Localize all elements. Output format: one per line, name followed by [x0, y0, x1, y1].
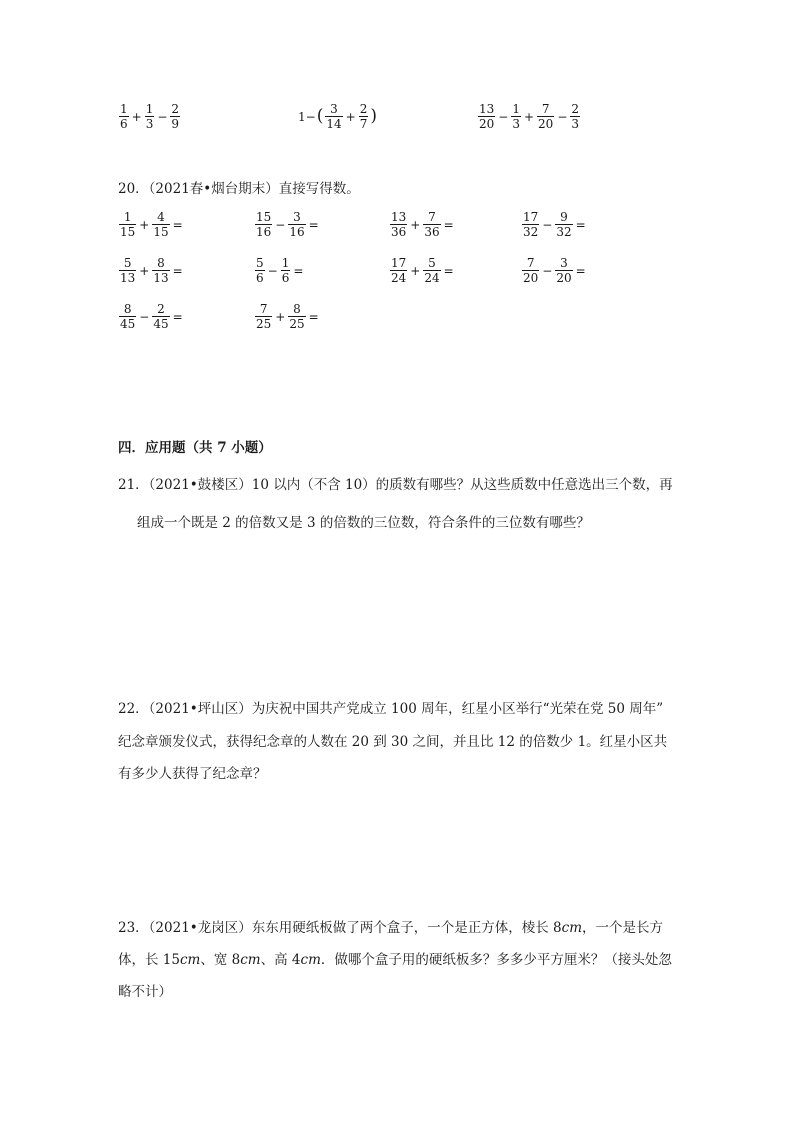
equals-sign: = — [443, 217, 454, 232]
fraction: $\frac{13}{20}$ — [479, 102, 495, 131]
operator: + — [410, 263, 421, 278]
fraction: $\frac{1}{3}$ — [145, 102, 154, 131]
left-paren: ( — [316, 106, 324, 126]
operator: + — [345, 109, 356, 124]
fraction: $\frac{2}{3}$ — [571, 102, 580, 131]
operator: − — [542, 263, 553, 278]
fraction: $\frac{7}{20}$ — [523, 256, 539, 285]
q20-exercise — [254, 303, 321, 330]
fraction: $\frac{1}{6}$ — [281, 256, 290, 285]
operator: + — [523, 109, 535, 124]
fraction: $\frac{1}{3}$ — [512, 102, 520, 131]
equals-sign: = — [443, 263, 454, 278]
operator: − — [557, 109, 568, 124]
fraction: $\frac{2}{45}$ — [153, 302, 169, 331]
fraction: $\frac{3}{14}$ — [326, 102, 342, 131]
fraction: $\frac{8}{45}$ — [120, 302, 136, 331]
fraction: $\frac{5}{24}$ — [424, 256, 440, 285]
expression-1 — [118, 103, 181, 130]
operator: + — [275, 309, 286, 324]
right-paren: ) — [370, 106, 377, 126]
fraction: $\frac{1}{6}$ — [120, 102, 128, 131]
fraction: $\frac{9}{32}$ — [556, 210, 572, 239]
q21-line-1: 21．（2021•鼓楼区）10 以内（不含 10）的质数有哪些？从这些质数中任意选出三个数，再 — [118, 477, 673, 493]
q23-line-2: 体，长 15cm、宽 8cm、高 4cm．做哪个盒子用的硬纸板多？多多少平方厘米？（接头处忽 — [118, 952, 672, 968]
operator: + — [410, 217, 421, 232]
fraction: $\frac{15}{16}$ — [256, 210, 272, 239]
operator: − — [542, 217, 553, 232]
operator: − — [157, 109, 168, 124]
equals-sign: = — [172, 217, 183, 232]
q20-exercise — [254, 257, 305, 284]
q20-exercise — [521, 257, 588, 284]
fraction: $\frac{17}{32}$ — [523, 210, 539, 239]
operator: − — [275, 217, 286, 232]
fraction: $\frac{3}{16}$ — [289, 210, 305, 239]
q20-exercise — [389, 211, 456, 238]
q20-exercise — [118, 303, 185, 330]
equals-sign: = — [172, 263, 183, 278]
equals-sign: = — [308, 309, 319, 324]
q20-exercise — [118, 211, 185, 238]
leading-term: 1− — [298, 109, 316, 124]
q20-exercise — [389, 257, 456, 284]
equals-sign: = — [575, 263, 586, 278]
section-title: 四．应用题（共 7 小题） — [118, 440, 272, 456]
q20-title: 20．（2021春•烟台期末）直接写得数。 — [118, 181, 360, 197]
q20-exercise — [254, 211, 321, 238]
operator: + — [139, 263, 150, 278]
q23-line-1: 23．（2021•龙岗区）东东用硬纸板做了两个盒子，一个是正方体，棱长 8cm，一个是长方 — [118, 920, 664, 936]
q23-line-3: 略不计） — [118, 984, 172, 1000]
equals-sign: = — [293, 263, 304, 278]
q22-line-2: 纪念章颁发仪式，获得纪念章的人数在 20 到 30 之间，并且比 12 的倍数少 1。红星小区共 — [118, 734, 668, 750]
expression-2 — [298, 103, 378, 130]
fraction: $\frac{8}{13}$ — [153, 256, 169, 285]
fraction: $\frac{7}{25}$ — [256, 302, 272, 331]
q20-exercise — [521, 211, 588, 238]
equals-sign: = — [575, 217, 586, 232]
equals-sign: = — [308, 217, 319, 232]
fraction: $\frac{17}{24}$ — [391, 256, 407, 285]
operator: + — [131, 109, 142, 124]
fraction: $\frac{2}{7}$ — [359, 102, 368, 131]
fraction: $\frac{7}{20}$ — [538, 102, 554, 131]
q22-line-3: 有多少人获得了纪念章？ — [118, 766, 267, 782]
q21-line-2: 组成一个既是 2 的倍数又是 3 的倍数的三位数，符合条件的三位数有哪些？ — [137, 515, 590, 531]
equals-sign: = — [172, 309, 183, 324]
fraction: $\frac{5}{6}$ — [256, 256, 264, 285]
fraction: $\frac{1}{15}$ — [120, 210, 136, 239]
expression-3 — [477, 103, 581, 130]
fraction: $\frac{5}{13}$ — [120, 256, 136, 285]
fraction: $\frac{7}{36}$ — [424, 210, 440, 239]
fraction: $\frac{2}{9}$ — [171, 102, 180, 131]
operator: − — [139, 309, 150, 324]
fraction: $\frac{4}{15}$ — [153, 210, 169, 239]
fraction: $\frac{3}{20}$ — [556, 256, 572, 285]
q20-exercise — [118, 257, 185, 284]
fraction: $\frac{8}{25}$ — [289, 302, 305, 331]
operator: + — [139, 217, 150, 232]
operator: − — [498, 109, 509, 124]
q22-line-1: 22．（2021•坪山区）为庆祝中国共产党成立 100 周年，红星小区举行“光荣在党 50 周年” — [118, 701, 664, 717]
operator: − — [267, 263, 278, 278]
fraction: $\frac{13}{36}$ — [391, 210, 407, 239]
